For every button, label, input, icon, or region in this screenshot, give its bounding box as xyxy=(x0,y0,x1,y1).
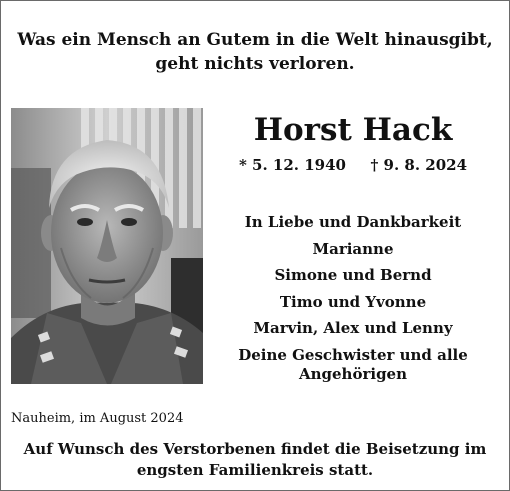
mourner-entry: Timo und Yvonne xyxy=(279,292,427,311)
mourner-last-line-2: Angehörigen xyxy=(298,364,408,383)
quote-line-2: geht nichts verloren. xyxy=(155,54,355,74)
mourner-last-line-1: Deine Geschwister und alle xyxy=(238,345,468,364)
memorial-quote xyxy=(1,28,509,76)
portrait-photo xyxy=(11,108,203,384)
mourner-entry-last xyxy=(213,342,493,384)
note-line-1: Auf Wunsch des Verstorbenen findet die Beisetzung im xyxy=(23,440,487,458)
birth-date: 5. 12. 1940 xyxy=(252,156,346,174)
quote-line-1: Was ein Mensch an Gutem in die Welt hinausgibt, xyxy=(17,30,493,50)
mourners-intro: In Liebe und Dankbarkeit xyxy=(244,213,462,231)
death-symbol: † xyxy=(370,156,379,174)
mourner-entry: Simone und Bernd xyxy=(274,266,432,284)
deceased-name: Horst Hack xyxy=(253,112,453,148)
mourner-entry: Marianne xyxy=(312,239,394,258)
death-date: 9. 8. 2024 xyxy=(383,156,468,174)
place-and-date: Nauheim, im August 2024 xyxy=(11,411,184,426)
note-line-2: engsten Familienkreis statt. xyxy=(136,461,374,479)
birth-symbol: * xyxy=(238,156,247,174)
life-dates xyxy=(213,154,493,176)
mourners-list xyxy=(213,209,493,384)
burial-note xyxy=(1,439,509,481)
mourner-entry: Marvin, Alex und Lenny xyxy=(253,319,453,337)
